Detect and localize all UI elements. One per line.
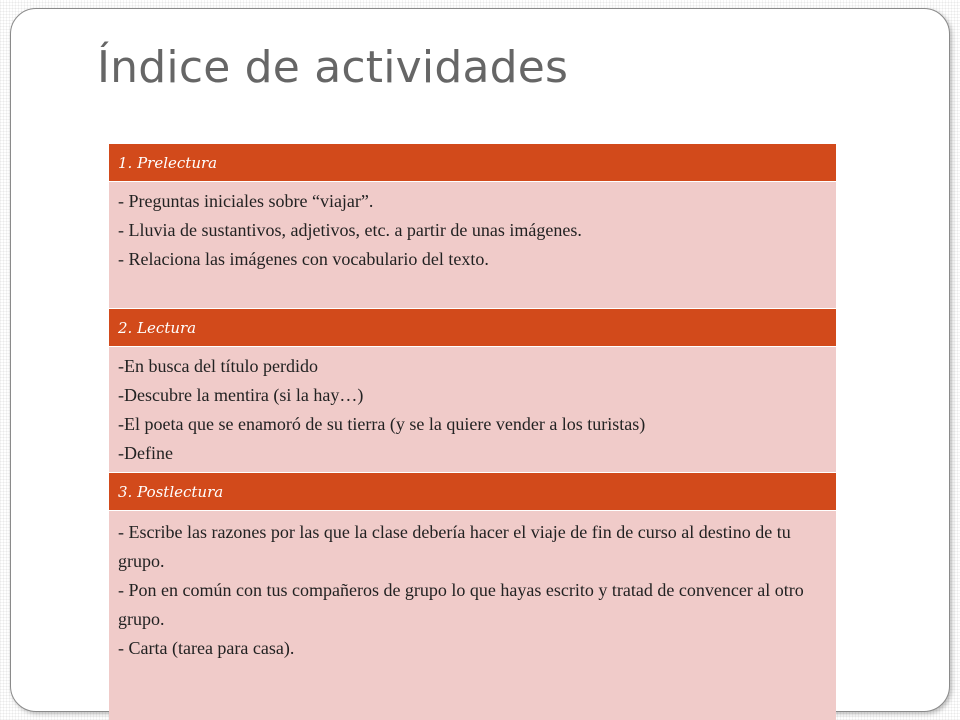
activity-item: - Pon en común con tus compañeros de grupo lo que hayas escrito y tratad de convencer al otro grupo. [118,580,804,629]
section-body-prelectura [109,181,836,308]
section-body-lectura [109,346,836,472]
activity-item: - Carta (tarea para casa). [118,638,295,658]
section-body-postlectura [109,510,836,720]
activities-table [109,143,836,720]
slide [10,8,950,712]
activity-item: - Relaciona las imágenes con vocabulario del texto. [118,249,489,269]
section-header-postlectura: 3. Postlectura [109,472,836,510]
activity-item: -Define [118,443,173,463]
activity-item: - Escribe las razones por las que la clase debería hacer el viaje de fin de curso al destino de tu grupo. [118,522,791,571]
activity-item: -En busca del título perdido [118,356,318,376]
activity-item: -El poeta que se enamoró de su tierra (y se la quiere vender a los turistas) [118,414,646,434]
section-header-lectura: 2. Lectura [109,308,836,346]
section-header-prelectura: 1. Prelectura [109,143,836,181]
slide-title: Índice de actividades [97,42,569,93]
activity-item: - Preguntas iniciales sobre “viajar”. [118,191,374,211]
activity-item: -Descubre la mentira (si la hay…) [118,385,364,405]
activity-item: - Lluvia de sustantivos, adjetivos, etc. a partir de unas imágenes. [118,220,582,240]
